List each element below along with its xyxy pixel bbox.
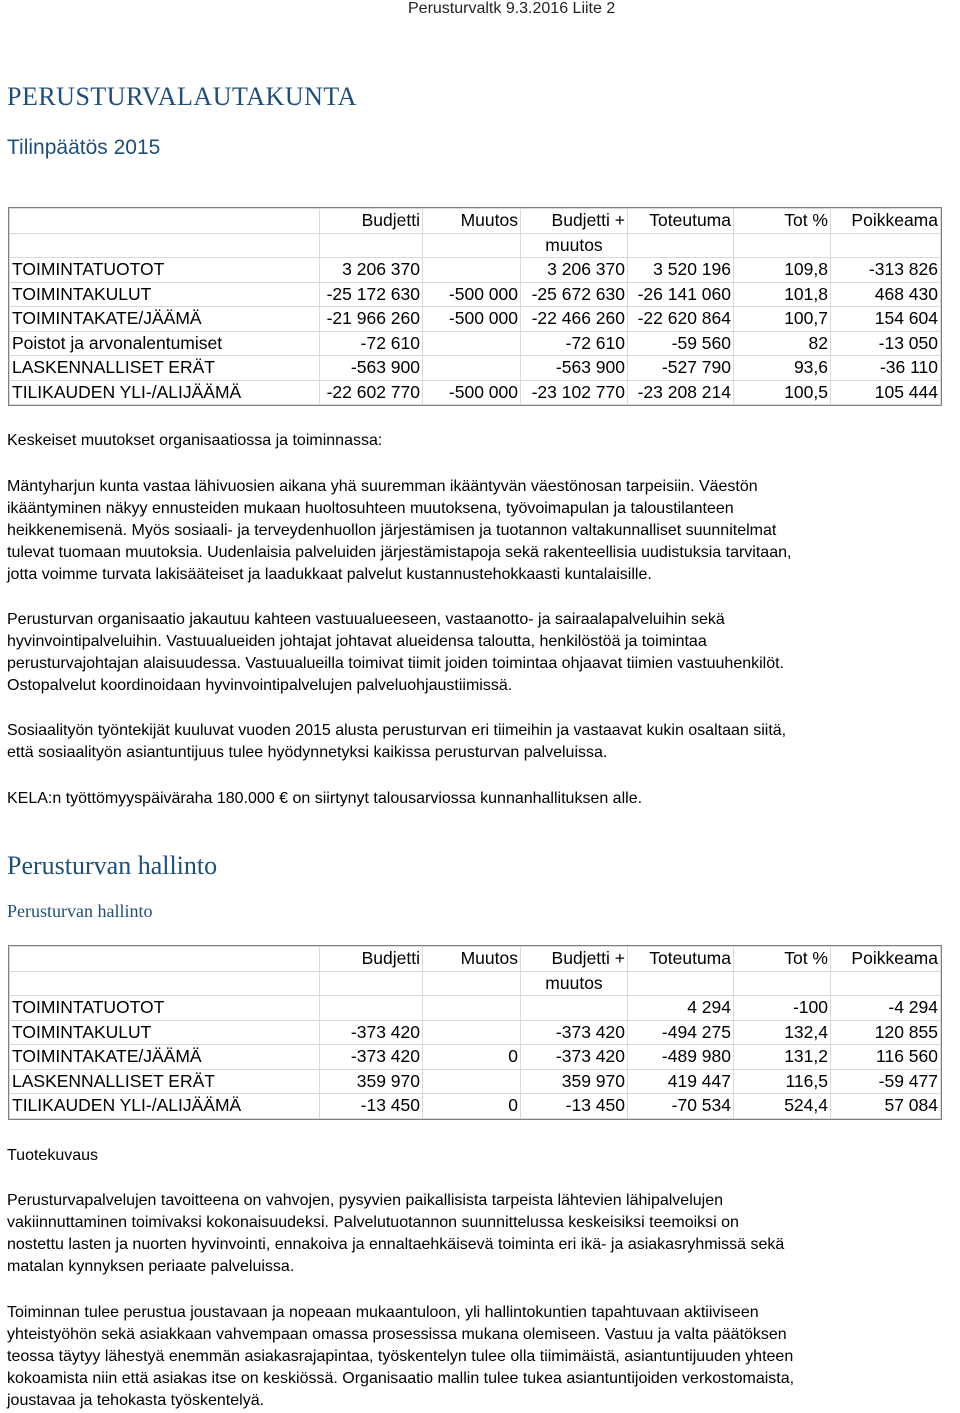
table-cell xyxy=(423,258,521,283)
table-cell: -563 900 xyxy=(320,356,423,381)
table-header-row xyxy=(10,209,941,234)
table-row xyxy=(10,356,941,381)
table-row xyxy=(10,1069,941,1094)
paragraph-operations: Toiminnan tulee perustua joustavaan ja nopeaan mukaantuloon, yli hallintokuntien tapahtuvaan aktiiviseen yhteistyöhön sekä asiakkaan vahvempaan omassa prosessissa mukana olemiseen. Vastuu ja valta päätöksen teossa täytyy lähestyä enemmän asiakasrajapintaa, työskentelyn tulee olla tiimimäistä, asiantuntijuuden yhteen kokoamista niin että asiakas itse on keskiössä. Organisaatio mallin tulee tukea asiantuntijoiden verkostomaista, joustavaa ja tehokasta työskentelyä. xyxy=(7,1304,795,1409)
table-cell: -23 102 770 xyxy=(521,380,628,405)
table-row xyxy=(10,1020,941,1045)
table-cell: 359 970 xyxy=(521,1069,628,1094)
header-tot-pct: Tot % xyxy=(734,209,831,234)
financial-table-1 xyxy=(9,208,941,405)
table-row xyxy=(10,282,941,307)
section-title: Perusturvan hallinto xyxy=(7,851,218,880)
row-label: Poistot ja arvonalentumiset xyxy=(10,331,320,356)
table-cell: 100,7 xyxy=(734,307,831,332)
table-cell: 120 855 xyxy=(831,1020,941,1045)
table-cell: 131,2 xyxy=(734,1045,831,1070)
table-header-row-2 xyxy=(10,971,941,996)
table-header-row-2 xyxy=(10,233,941,258)
table-cell: -36 110 xyxy=(831,356,941,381)
table-cell xyxy=(423,356,521,381)
table-cell: -373 420 xyxy=(320,1045,423,1070)
table-row xyxy=(10,331,941,356)
table-cell: 93,6 xyxy=(734,356,831,381)
header-muutos-line2: muutos xyxy=(521,971,628,996)
table-cell: -59 477 xyxy=(831,1069,941,1094)
row-label: TOIMINTAKULUT xyxy=(10,1020,320,1045)
table-cell: -13 450 xyxy=(320,1094,423,1119)
table-cell: -59 560 xyxy=(628,331,734,356)
table-cell: 101,8 xyxy=(734,282,831,307)
table-row xyxy=(10,307,941,332)
page-subtitle: Tilinpäätös 2015 xyxy=(7,136,161,159)
table-cell: 468 430 xyxy=(831,282,941,307)
table-cell: -70 534 xyxy=(628,1094,734,1119)
header-muutos: Muutos xyxy=(423,209,521,234)
table-cell: -4 294 xyxy=(831,996,941,1021)
table-cell: -500 000 xyxy=(423,307,521,332)
table-row xyxy=(10,380,941,405)
row-label: TOIMINTATUOTOT xyxy=(10,996,320,1021)
header-budjetti: Budjetti xyxy=(320,947,423,972)
table-cell: 3 206 370 xyxy=(521,258,628,283)
table-cell: 524,4 xyxy=(734,1094,831,1119)
paragraph-intro: Mäntyharjun kunta vastaa lähivuosien aikana yhä suuremman ikääntyvän väestönosan tarpeisiin. Väestön ikääntyminen näkyy ennusteiden mukaan huoltosuhteen muutoksena, työvoimapulan ja taloustilanteen heikkenemisenä. Myös sosiaali- ja terveydenhuollon järjestämisen ja tuotannon valtakunnalliset suunnitelmat tulevat tuomaan muutoksia. Uudenlaisia palveluiden järjestämistapoja sekä rakenteellisia uudistuksia tarvitaan, jotta voimme turvata lakisääteiset ja laadukkaat palvelut kustannustehokkaasti kuntalaisille. xyxy=(7,478,792,583)
page-title: PERUSTURVALAUTAKUNTA xyxy=(7,82,357,111)
table-row xyxy=(10,258,941,283)
table-cell xyxy=(423,331,521,356)
table-cell: 359 970 xyxy=(320,1069,423,1094)
row-label: LASKENNALLISET ERÄT xyxy=(10,356,320,381)
table-cell: 100,5 xyxy=(734,380,831,405)
table-cell xyxy=(423,1020,521,1045)
table-cell: 0 xyxy=(423,1045,521,1070)
table-cell: -500 000 xyxy=(423,282,521,307)
paragraph-key-changes-heading: Keskeiset muutokset organisaatiossa ja toiminnassa: xyxy=(7,432,383,449)
table-cell: -313 826 xyxy=(831,258,941,283)
header-budjetti-plus: Budjetti + xyxy=(521,947,628,972)
header-toteutuma: Toteutuma xyxy=(628,209,734,234)
table-cell: 3 206 370 xyxy=(320,258,423,283)
row-label: LASKENNALLISET ERÄT xyxy=(10,1069,320,1094)
header-budjetti-plus: Budjetti + xyxy=(521,209,628,234)
table-cell: 109,8 xyxy=(734,258,831,283)
paragraph-social-work: Sosiaalityön työntekijät kuuluvat vuoden 2015 alusta perusturvan eri tiimeihin ja vastaavat kukin osaltaan siitä, että sosiaalityön asiantuntijuus tulee hyödynnetyksi kaikissa perusturvan palveluissa. xyxy=(7,722,787,761)
table-cell xyxy=(521,996,628,1021)
header-tot-pct: Tot % xyxy=(734,947,831,972)
header-note: Perusturvaltk 9.3.2016 Liite 2 xyxy=(408,0,616,17)
table-cell: -489 980 xyxy=(628,1045,734,1070)
table-cell: -527 790 xyxy=(628,356,734,381)
table-cell: 105 444 xyxy=(831,380,941,405)
header-muutos: Muutos xyxy=(423,947,521,972)
table-cell: 154 604 xyxy=(831,307,941,332)
table-cell: 3 520 196 xyxy=(628,258,734,283)
row-label: TOIMINTAKATE/JÄÄMÄ xyxy=(10,1045,320,1070)
table-cell: -22 620 864 xyxy=(628,307,734,332)
table-cell: -563 900 xyxy=(521,356,628,381)
table-cell: 116 560 xyxy=(831,1045,941,1070)
table-cell xyxy=(423,1069,521,1094)
table-cell: -72 610 xyxy=(521,331,628,356)
table-cell: -13 050 xyxy=(831,331,941,356)
table-cell: -25 672 630 xyxy=(521,282,628,307)
table-cell: -373 420 xyxy=(521,1045,628,1070)
table-cell: -500 000 xyxy=(423,380,521,405)
tuotekuvaus-label: Tuotekuvaus xyxy=(7,1147,99,1164)
header-poikkeama: Poikkeama xyxy=(831,947,941,972)
table-cell: 116,5 xyxy=(734,1069,831,1094)
header-toteutuma: Toteutuma xyxy=(628,947,734,972)
table-cell: -13 450 xyxy=(521,1094,628,1119)
table-cell: -25 172 630 xyxy=(320,282,423,307)
header-poikkeama: Poikkeama xyxy=(831,209,941,234)
header-cell-empty xyxy=(10,947,320,972)
table-cell: 57 084 xyxy=(831,1094,941,1119)
table-row xyxy=(10,1045,941,1070)
paragraph-kela: KELA:n työttömyyspäiväraha 180.000 € on siirtynyt talousarviossa kunnanhallituksen alle. xyxy=(7,790,643,807)
table-cell: -494 275 xyxy=(628,1020,734,1045)
row-label: TILIKAUDEN YLI-/ALIJÄÄMÄ xyxy=(10,1094,320,1119)
header-muutos-line2: muutos xyxy=(521,233,628,258)
table-cell: -373 420 xyxy=(320,1020,423,1045)
table-cell: -21 966 260 xyxy=(320,307,423,332)
header-cell-empty xyxy=(10,209,320,234)
row-label: TILIKAUDEN YLI-/ALIJÄÄMÄ xyxy=(10,380,320,405)
paragraph-service-goals: Perusturvapalvelujen tavoitteena on vahvojen, pysyvien paikallisista tarpeista lähtevien lähipalvelujen vakiinnuttaminen toimivaksi kokonaisuudeksi. Palvelutuotannon suunnittelussa keskeisiksi teemoiksi on nostettu lasten ja nuorten hyvinvointi, ennakoiva ja ennaltaehkäisevä toiminta eri ikä- ja asiakasryhmissä sekä matalan kynnyksen periaate palveluissa. xyxy=(7,1192,785,1275)
paragraph-organisation: Perusturvan organisaatio jakautuu kahteen vastuualueeseen, vastaanotto- ja sairaalapalveluihin sekä hyvinvointipalveluihin. Vastuualueiden johtajat johtavat alueidensa taloutta, henkilöstöä ja toimintaa perusturvajohtajan alaisuudessa. Vastuualueilla toimivat tiimit joiden toimintaa ohjaavat tiimien vastuuhenkilöt. Ostopalvelut koordinoidaan hyvinvointipalvelujen palveluohjaustiimissä. xyxy=(7,611,785,694)
table-cell: 419 447 xyxy=(628,1069,734,1094)
financial-table-2 xyxy=(9,946,941,1119)
row-label: TOIMINTAKATE/JÄÄMÄ xyxy=(10,307,320,332)
table-cell: -26 141 060 xyxy=(628,282,734,307)
table-cell: -23 208 214 xyxy=(628,380,734,405)
table-row xyxy=(10,1094,941,1119)
table-cell xyxy=(423,996,521,1021)
table-cell: -100 xyxy=(734,996,831,1021)
table-cell xyxy=(320,996,423,1021)
header-budjetti: Budjetti xyxy=(320,209,423,234)
table-cell: 0 xyxy=(423,1094,521,1119)
table-cell: -22 466 260 xyxy=(521,307,628,332)
table-cell: 4 294 xyxy=(628,996,734,1021)
table-cell: -373 420 xyxy=(521,1020,628,1045)
table-cell: 132,4 xyxy=(734,1020,831,1045)
table-row xyxy=(10,996,941,1021)
table-cell: -72 610 xyxy=(320,331,423,356)
table-header-row xyxy=(10,947,941,972)
row-label: TOIMINTATUOTOT xyxy=(10,258,320,283)
section-subtitle: Perusturvan hallinto xyxy=(7,901,153,921)
table-cell: 82 xyxy=(734,331,831,356)
table-cell: -22 602 770 xyxy=(320,380,423,405)
row-label: TOIMINTAKULUT xyxy=(10,282,320,307)
